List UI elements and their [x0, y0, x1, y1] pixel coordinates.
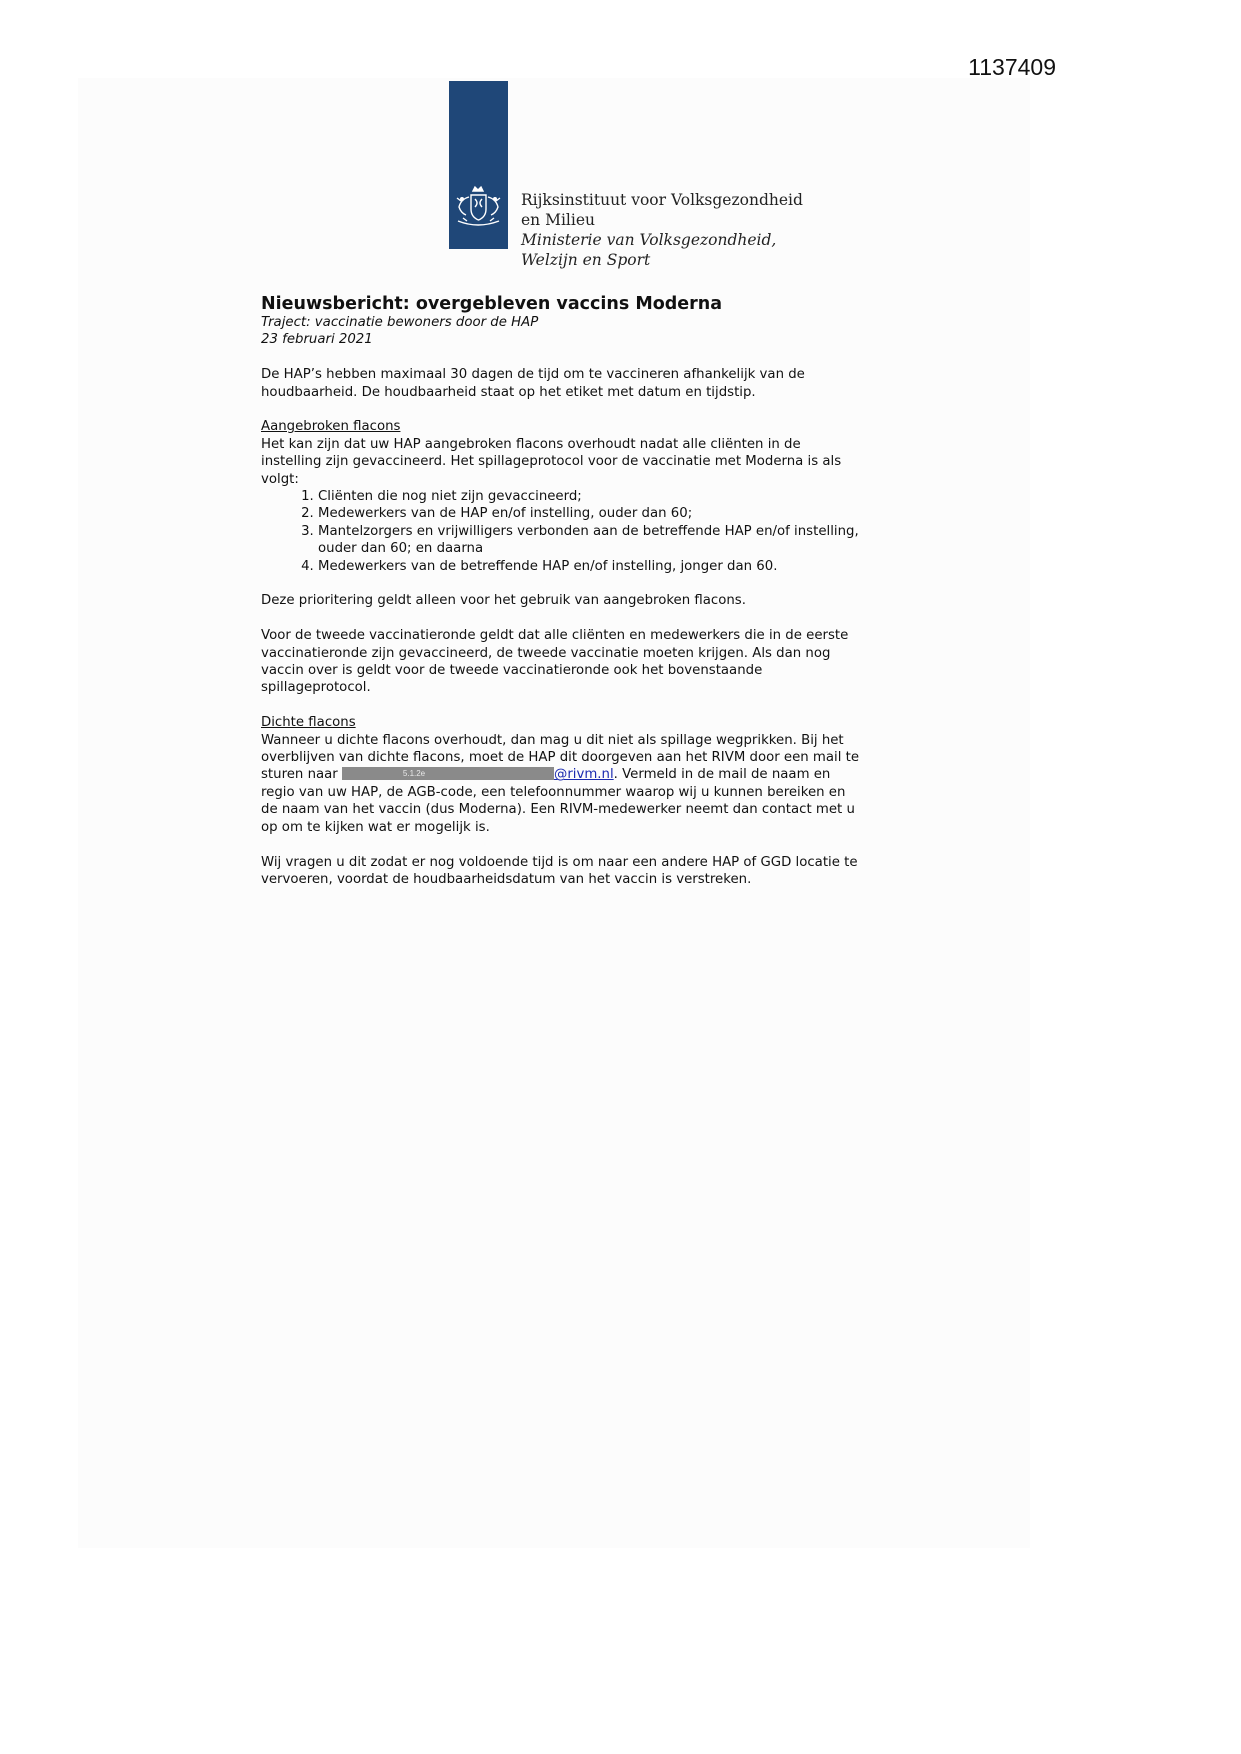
royal-crest-icon	[453, 185, 504, 229]
article-subtitle: Traject: vaccinatie bewoners door de HAP	[261, 315, 539, 330]
section-paragraph: Het kan zijn dat uw HAP aangebroken flacons overhoudt nadat alle cliënten in de instelling zijn gevaccineerd. Het spillageprotocol voor de vaccinatie met Moderna is als volgt:	[261, 436, 842, 487]
logo-bar	[449, 81, 508, 249]
intro-paragraph: De HAP’s hebben maximaal 30 dagen de tijd om te vaccineren afhankelijk van de houdbaarheid. De houdbaarheid staat op het etiket met datum en tijdstip.	[261, 367, 805, 400]
section-heading-dichte: Dichte flacons	[261, 715, 356, 731]
section-heading-aangebroken: Aangebroken flacons	[261, 419, 401, 435]
dichte-flacons-paragraph	[261, 732, 861, 836]
ministry-line-1: Ministerie van Volksgezondheid,	[521, 231, 777, 249]
document-number: 1137409	[968, 54, 1056, 80]
organisation-name	[521, 190, 803, 270]
list-item: 4. Medewerkers van de betreffende HAP en/of instelling, jonger dan 60.	[318, 558, 861, 575]
list-item: 3. Mantelzorgers en vrijwilligers verbonden aan de betreffende HAP en/of instelling, ouder dan 60; en daarna	[318, 523, 861, 558]
second-round-paragraph: Voor de tweede vaccinatieronde geldt dat alle cliënten en medewerkers die in de eerste vaccinatieronde zijn gevaccineerd, de tweede vaccinatie moeten krijgen. Als dan nog vaccin over is geldt voor de tweede vaccinatieronde ook het bovenstaande spillageprotocol.	[261, 628, 849, 696]
article-date: 23 februari 2021	[261, 332, 373, 348]
list-item: 1. Cliënten die nog niet zijn gevaccineerd;	[318, 488, 861, 505]
org-line-1: Rijksinstituut voor Volksgezondheid	[521, 191, 803, 209]
priority-note: Deze prioritering geldt alleen voor het gebruik van aangebroken flacons.	[261, 593, 746, 609]
paragraph-text-before: Wanneer u dichte flacons overhoudt, dan mag u dit niet als spillage wegprikken. Bij het overblijven van dichte flacons, moet de HAP dit doorgeven aan het RIVM door een mail te sturen naar	[261, 732, 860, 783]
spillage-priority-list	[261, 488, 861, 575]
org-line-2: en Milieu	[521, 211, 595, 229]
redaction-box	[342, 767, 554, 780]
article-title: Nieuwsbericht: overgebleven vaccins Moderna	[261, 294, 723, 314]
email-link[interactable]: @rivm.nl	[554, 767, 614, 783]
closing-paragraph: Wij vragen u dit zodat er nog voldoende tijd is om naar een andere HAP of GGD locatie te vervoeren, voordat de houdbaarheidsdatum van het vaccin is verstreken.	[261, 854, 858, 887]
ministry-line-2: Welzijn en Sport	[521, 251, 651, 269]
redaction-code: 5.1.2e	[402, 768, 426, 778]
list-item: 2. Medewerkers van de HAP en/of instelling, ouder dan 60;	[318, 505, 861, 522]
article-body	[261, 294, 861, 888]
paragraph-text-after: . Vermeld in de mail de naam en regio van uw HAP, de AGB-code, een telefoonnummer waarop wij u kunnen bereiken en de naam van het vaccin (dus Moderna). Een RIVM-medewerker neemt dan contact met u op om te kijken wat er mogelijk is.	[261, 767, 855, 835]
